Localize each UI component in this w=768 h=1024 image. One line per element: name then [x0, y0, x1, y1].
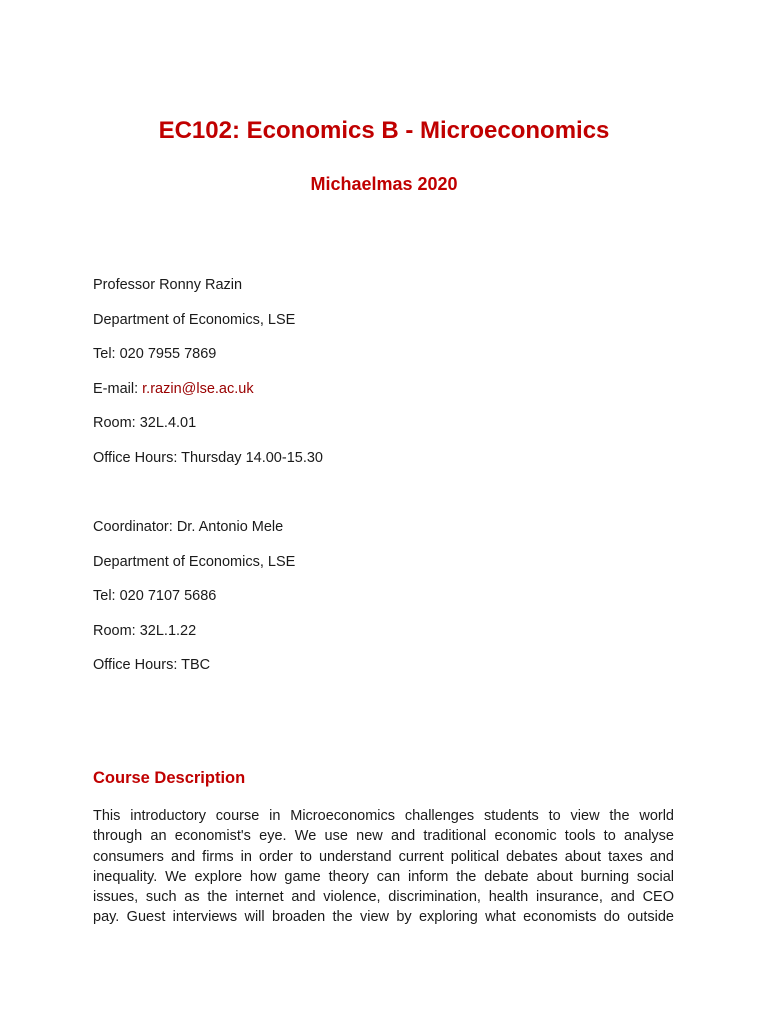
professor-email-link[interactable]: r.razin@lse.ac.uk: [142, 381, 254, 397]
coordinator-telephone: Tel: 020 7107 5686: [93, 588, 217, 604]
document-title: EC102: Economics B - Microeconomics: [158, 117, 610, 144]
professor-department: Department of Economics, LSE: [93, 312, 296, 328]
term-subtitle: Michaelmas 2020: [310, 174, 458, 194]
professor-office-hours: Office Hours: Thursday 14.00-15.30: [93, 450, 323, 466]
course-description-paragraph: [93, 806, 674, 928]
coordinator-department: Department of Economics, LSE: [93, 554, 296, 570]
professor-name: Professor Ronny Razin: [93, 277, 243, 293]
coordinator-office-hours: Office Hours: TBC: [93, 657, 211, 673]
paragraph-line: consumers and firms in order to understand current political debates about taxes and: [93, 848, 674, 865]
professor-email-line: [93, 380, 254, 398]
paragraph-line: This introductory course in Microeconomics challenges students to view the world: [93, 808, 674, 824]
email-label: E-mail:: [93, 381, 143, 397]
paragraph-line: through an economist's eye. We use new and traditional economic tools to analyse: [93, 828, 674, 845]
paragraph-line: pay. Guest interviews will broaden the view by exploring what economists do outside: [93, 909, 674, 926]
coordinator-name: Coordinator: Dr. Antonio Mele: [93, 519, 284, 535]
course-description-heading: Course Description: [93, 769, 246, 787]
coordinator-room: Room: 32L.1.22: [93, 623, 197, 639]
paragraph-line: issues, such as the internet and violence, discrimination, health insurance, and CEO: [93, 889, 674, 906]
professor-telephone: Tel: 020 7955 7869: [93, 346, 217, 362]
paragraph-line: inequality. We explore how game theory can inform the debate about burning social: [93, 868, 674, 885]
professor-room: Room: 32L.4.01: [93, 415, 197, 431]
